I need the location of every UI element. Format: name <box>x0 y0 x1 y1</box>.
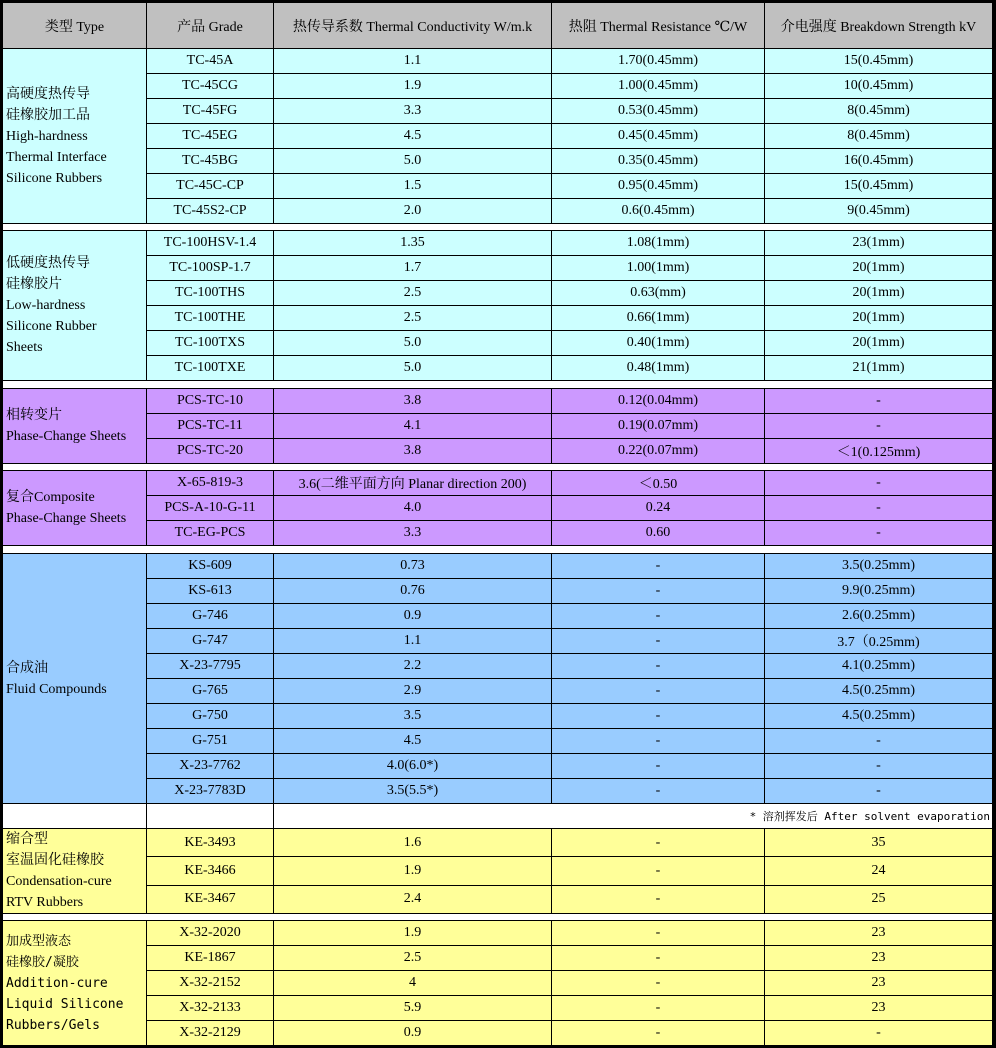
breakdown-cell: 23 <box>765 996 993 1021</box>
grade-cell: TC-45FG <box>147 99 274 124</box>
breakdown-cell: - <box>765 779 993 804</box>
table-row <box>3 1021 993 1046</box>
breakdown-cell: - <box>765 1021 993 1046</box>
table-row <box>3 149 993 174</box>
breakdown-cell: - <box>765 471 993 496</box>
resistance-cell: - <box>552 885 765 913</box>
grade-cell: G-747 <box>147 629 274 654</box>
conductivity-cell: 1.7 <box>274 256 552 281</box>
conductivity-cell: 1.9 <box>274 857 552 885</box>
table-row <box>3 389 993 414</box>
table-row <box>3 971 993 996</box>
resistance-cell: - <box>552 1021 765 1046</box>
breakdown-cell: 15(0.45mm) <box>765 49 993 74</box>
footnote-empty-cell <box>3 804 147 829</box>
header-conductivity: 热传导系数 Thermal Conductivity W/m.k <box>274 3 552 49</box>
conductivity-cell: 1.35 <box>274 231 552 256</box>
type-label-line: Addition-cure <box>6 975 108 991</box>
resistance-cell: - <box>552 704 765 729</box>
conductivity-cell: 2.2 <box>274 654 552 679</box>
breakdown-cell: - <box>765 729 993 754</box>
conductivity-cell: 2.9 <box>274 679 552 704</box>
type-label-line: Sheets <box>6 340 43 355</box>
grade-cell: KE-1867 <box>147 946 274 971</box>
resistance-cell: 0.22(0.07mm) <box>552 439 765 464</box>
conductivity-cell: 2.5 <box>274 946 552 971</box>
footnote-row <box>3 804 993 829</box>
resistance-cell: - <box>552 579 765 604</box>
breakdown-cell: 9(0.45mm) <box>765 199 993 224</box>
table-row <box>3 629 993 654</box>
resistance-cell: 0.35(0.45mm) <box>552 149 765 174</box>
grade-cell: TC-45CG <box>147 74 274 99</box>
conductivity-cell: 4.0(6.0*) <box>274 754 552 779</box>
separator-cell <box>3 914 993 921</box>
grade-cell: TC-45A <box>147 49 274 74</box>
resistance-cell: - <box>552 629 765 654</box>
conductivity-cell: 1.5 <box>274 174 552 199</box>
type-label-line: RTV Rubbers <box>6 895 84 910</box>
conductivity-cell: 0.9 <box>274 604 552 629</box>
type-label-line: 相转变片 <box>6 408 62 423</box>
separator-cell <box>3 546 993 554</box>
type-label-line: 硅橡胶/凝胶 <box>6 954 79 970</box>
table-row <box>3 554 993 579</box>
breakdown-cell: 20(1mm) <box>765 306 993 331</box>
conductivity-cell: 2.5 <box>274 306 552 331</box>
resistance-cell: 0.24 <box>552 496 765 521</box>
resistance-cell: - <box>552 779 765 804</box>
table-row <box>3 124 993 149</box>
resistance-cell: 1.00(0.45mm) <box>552 74 765 99</box>
grade-cell: KS-613 <box>147 579 274 604</box>
breakdown-cell: 20(1mm) <box>765 281 993 306</box>
footnote-text: * 溶剂挥发后 After solvent evaporation <box>274 804 993 829</box>
resistance-cell: - <box>552 679 765 704</box>
table-row <box>3 496 993 521</box>
type-label-line: 室温固化硅橡胶 <box>6 853 104 868</box>
conductivity-cell: 0.76 <box>274 579 552 604</box>
resistance-cell: - <box>552 654 765 679</box>
breakdown-cell: 23 <box>765 971 993 996</box>
table-row <box>3 414 993 439</box>
table-row <box>3 604 993 629</box>
separator-cell <box>3 224 993 231</box>
grade-cell: TC-100THE <box>147 306 274 331</box>
grade-cell: PCS-TC-10 <box>147 389 274 414</box>
type-label-line: Silicone Rubber <box>6 319 97 334</box>
grade-cell: G-765 <box>147 679 274 704</box>
grade-cell: X-65-819-3 <box>147 471 274 496</box>
footnote-empty-cell <box>147 804 274 829</box>
conductivity-cell: 5.9 <box>274 996 552 1021</box>
grade-cell: G-750 <box>147 704 274 729</box>
grade-cell: X-23-7795 <box>147 654 274 679</box>
breakdown-cell: - <box>765 754 993 779</box>
grade-cell: TC-45S2-CP <box>147 199 274 224</box>
breakdown-cell: 10(0.45mm) <box>765 74 993 99</box>
type-cell-g7 <box>3 921 147 1046</box>
grade-cell: KE-3466 <box>147 857 274 885</box>
resistance-cell: 1.00(1mm) <box>552 256 765 281</box>
grade-cell: TC-100TXS <box>147 331 274 356</box>
conductivity-cell: 3.8 <box>274 389 552 414</box>
type-label-line: Rubbers/Gels <box>6 1017 100 1033</box>
grade-cell: PCS-TC-20 <box>147 439 274 464</box>
table-row <box>3 231 993 256</box>
conductivity-cell: 3.8 <box>274 439 552 464</box>
conductivity-cell: 5.0 <box>274 149 552 174</box>
breakdown-cell: 8(0.45mm) <box>765 124 993 149</box>
table-row <box>3 281 993 306</box>
table-row <box>3 679 993 704</box>
breakdown-cell: - <box>765 496 993 521</box>
table-row <box>3 729 993 754</box>
conductivity-cell: 2.4 <box>274 885 552 913</box>
table-row <box>3 306 993 331</box>
grade-cell: PCS-A-10-G-11 <box>147 496 274 521</box>
breakdown-cell: 16(0.45mm) <box>765 149 993 174</box>
group-separator <box>3 381 993 389</box>
resistance-cell: 0.45(0.45mm) <box>552 124 765 149</box>
type-cell-g6 <box>3 829 147 914</box>
table-row <box>3 579 993 604</box>
grade-cell: X-23-7762 <box>147 754 274 779</box>
breakdown-cell: 23 <box>765 946 993 971</box>
resistance-cell: - <box>552 921 765 946</box>
type-label-line: Low-hardness <box>6 298 86 313</box>
conductivity-cell: 0.9 <box>274 1021 552 1046</box>
table-row <box>3 946 993 971</box>
breakdown-cell: ＜1(0.125mm) <box>765 439 993 464</box>
table-row <box>3 74 993 99</box>
header-grade: 产品 Grade <box>147 3 274 49</box>
type-cell-g5 <box>3 554 147 804</box>
grade-cell: KS-609 <box>147 554 274 579</box>
type-cell-g2 <box>3 231 147 381</box>
thermal-materials-table <box>2 2 993 1046</box>
type-label-line: 缩合型 <box>6 832 48 847</box>
resistance-cell: 0.19(0.07mm) <box>552 414 765 439</box>
resistance-cell: 1.70(0.45mm) <box>552 49 765 74</box>
separator-cell <box>3 464 993 471</box>
table-row <box>3 704 993 729</box>
resistance-cell: 1.08(1mm) <box>552 231 765 256</box>
resistance-cell: 0.53(0.45mm) <box>552 99 765 124</box>
conductivity-cell: 4.0 <box>274 496 552 521</box>
breakdown-cell: 24 <box>765 857 993 885</box>
resistance-cell: 0.60 <box>552 521 765 546</box>
grade-cell: TC-45C-CP <box>147 174 274 199</box>
group-separator <box>3 464 993 471</box>
conductivity-cell: 4 <box>274 971 552 996</box>
breakdown-cell: 4.1(0.25mm) <box>765 654 993 679</box>
type-label-line: 高硬度热传导 <box>6 86 90 102</box>
resistance-cell: - <box>552 754 765 779</box>
resistance-cell: - <box>552 604 765 629</box>
resistance-cell: - <box>552 554 765 579</box>
conductivity-cell: 4.5 <box>274 729 552 754</box>
table-row <box>3 256 993 281</box>
table-row <box>3 49 993 74</box>
table-row <box>3 331 993 356</box>
breakdown-cell: 23(1mm) <box>765 231 993 256</box>
conductivity-cell: 2.0 <box>274 199 552 224</box>
conductivity-cell: 2.5 <box>274 281 552 306</box>
header-type: 类型 Type <box>3 3 147 49</box>
resistance-cell: - <box>552 729 765 754</box>
grade-cell: TC-45BG <box>147 149 274 174</box>
separator-cell <box>3 381 993 389</box>
resistance-cell: 0.12(0.04mm) <box>552 389 765 414</box>
conductivity-cell: 1.9 <box>274 921 552 946</box>
conductivity-cell: 5.0 <box>274 331 552 356</box>
group-separator <box>3 224 993 231</box>
group-separator <box>3 546 993 554</box>
header-breakdown: 介电强度 Breakdown Strength kV <box>765 3 993 49</box>
type-label-line: 加成型液态 <box>6 933 72 949</box>
breakdown-cell: 2.6(0.25mm) <box>765 604 993 629</box>
type-cell-g4 <box>3 471 147 546</box>
resistance-cell: 0.6(0.45mm) <box>552 199 765 224</box>
table-row <box>3 921 993 946</box>
type-label-line: 硅橡胶加工品 <box>6 107 90 123</box>
resistance-cell: 0.48(1mm) <box>552 356 765 381</box>
type-label-line: Thermal Interface <box>6 149 107 165</box>
breakdown-cell: 23 <box>765 921 993 946</box>
grade-cell: TC-45EG <box>147 124 274 149</box>
grade-cell: X-32-2133 <box>147 996 274 1021</box>
breakdown-cell: 9.9(0.25mm) <box>765 579 993 604</box>
header-resistance: 热阻 Thermal Resistance ℃/W <box>552 3 765 49</box>
table-row <box>3 356 993 381</box>
table-row <box>3 654 993 679</box>
grade-cell: X-32-2129 <box>147 1021 274 1046</box>
type-label-line: High-hardness <box>6 128 88 144</box>
breakdown-cell: 8(0.45mm) <box>765 99 993 124</box>
table-row <box>3 754 993 779</box>
table-row <box>3 779 993 804</box>
grade-cell: KE-3493 <box>147 829 274 857</box>
group-separator <box>3 914 993 921</box>
type-cell-g3 <box>3 389 147 464</box>
table-row <box>3 885 993 913</box>
breakdown-cell: - <box>765 414 993 439</box>
resistance-cell: - <box>552 829 765 857</box>
resistance-cell: - <box>552 857 765 885</box>
type-label-line: 合成油 <box>6 660 48 676</box>
breakdown-cell: 25 <box>765 885 993 913</box>
breakdown-cell: 21(1mm) <box>765 356 993 381</box>
table-row <box>3 996 993 1021</box>
breakdown-cell: 4.5(0.25mm) <box>765 704 993 729</box>
table-row <box>3 439 993 464</box>
conductivity-cell: 3.5(5.5*) <box>274 779 552 804</box>
conductivity-cell: 1.1 <box>274 629 552 654</box>
resistance-cell: 0.63(mm) <box>552 281 765 306</box>
resistance-cell: 0.66(1mm) <box>552 306 765 331</box>
conductivity-cell: 5.0 <box>274 356 552 381</box>
resistance-cell: - <box>552 946 765 971</box>
breakdown-cell: 35 <box>765 829 993 857</box>
type-label-line: Silicone Rubbers <box>6 170 103 186</box>
conductivity-cell: 3.3 <box>274 99 552 124</box>
grade-cell: KE-3467 <box>147 885 274 913</box>
breakdown-cell: 4.5(0.25mm) <box>765 679 993 704</box>
type-label-line: Fluid Compounds <box>6 681 107 697</box>
grade-cell: TC-100THS <box>147 281 274 306</box>
grade-cell: TC-100HSV-1.4 <box>147 231 274 256</box>
resistance-cell: - <box>552 996 765 1021</box>
resistance-cell: 0.40(1mm) <box>552 331 765 356</box>
table-row <box>3 829 993 857</box>
table-row <box>3 471 993 496</box>
type-label-line: 复合Composite <box>6 490 95 505</box>
grade-cell: G-751 <box>147 729 274 754</box>
resistance-cell: 0.95(0.45mm) <box>552 174 765 199</box>
breakdown-cell: 3.7（0.25mm) <box>765 629 993 654</box>
type-label-line: Condensation-cure <box>6 874 112 889</box>
breakdown-cell: - <box>765 389 993 414</box>
conductivity-cell: 1.1 <box>274 49 552 74</box>
breakdown-cell: 3.5(0.25mm) <box>765 554 993 579</box>
resistance-cell: - <box>552 971 765 996</box>
table-row <box>3 857 993 885</box>
table-body <box>3 49 993 1046</box>
table-row <box>3 99 993 124</box>
header-row <box>3 3 993 49</box>
conductivity-cell: 0.73 <box>274 554 552 579</box>
type-label-line: Liquid Silicone <box>6 996 124 1012</box>
grade-cell: X-32-2152 <box>147 971 274 996</box>
conductivity-cell: 3.5 <box>274 704 552 729</box>
grade-cell: TC-100SP-1.7 <box>147 256 274 281</box>
resistance-cell: ＜0.50 <box>552 471 765 496</box>
type-label-line: 硅橡胶片 <box>6 277 62 292</box>
table-row <box>3 174 993 199</box>
grade-cell: G-746 <box>147 604 274 629</box>
table-row <box>3 521 993 546</box>
grade-cell: X-23-7783D <box>147 779 274 804</box>
grade-cell: TC-100TXE <box>147 356 274 381</box>
conductivity-cell: 1.6 <box>274 829 552 857</box>
breakdown-cell: 20(1mm) <box>765 256 993 281</box>
type-label-line: 低硬度热传导 <box>6 256 90 271</box>
breakdown-cell: 15(0.45mm) <box>765 174 993 199</box>
type-cell-g1 <box>3 49 147 224</box>
breakdown-cell: - <box>765 521 993 546</box>
conductivity-cell: 3.3 <box>274 521 552 546</box>
type-label-line: Phase-Change Sheets <box>6 511 127 526</box>
breakdown-cell: 20(1mm) <box>765 331 993 356</box>
conductivity-cell: 1.9 <box>274 74 552 99</box>
grade-cell: X-32-2020 <box>147 921 274 946</box>
conductivity-cell: 4.5 <box>274 124 552 149</box>
conductivity-cell: 4.1 <box>274 414 552 439</box>
grade-cell: TC-EG-PCS <box>147 521 274 546</box>
grade-cell: PCS-TC-11 <box>147 414 274 439</box>
table-row <box>3 199 993 224</box>
type-label-line: Phase-Change Sheets <box>6 429 127 444</box>
conductivity-cell: 3.6(二维平面方向 Planar direction 200) <box>274 471 552 496</box>
